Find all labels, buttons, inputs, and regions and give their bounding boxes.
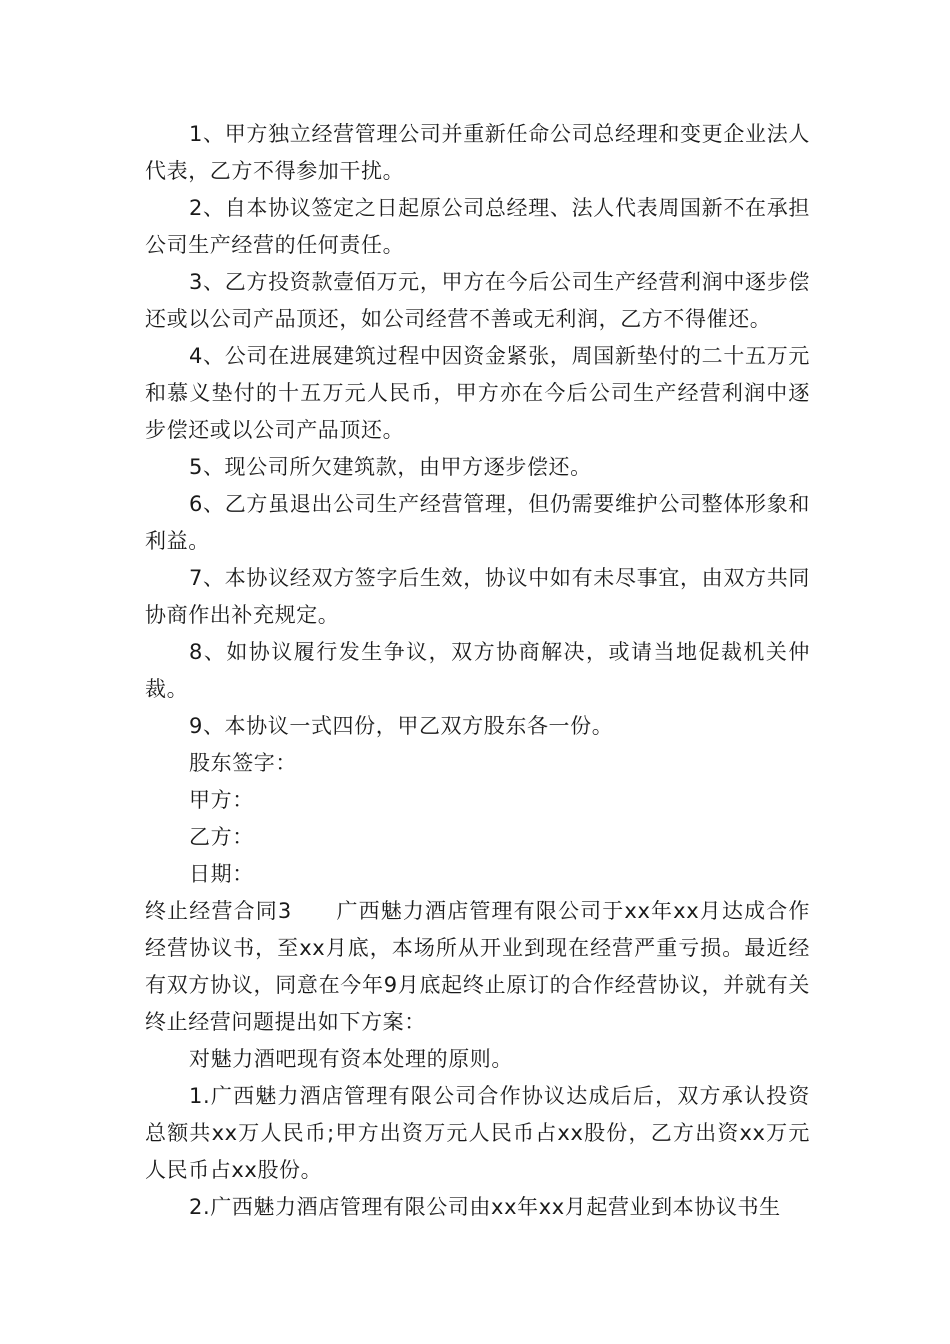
party-a-label: 甲方： — [189, 788, 254, 812]
clause-6: 6、乙方虽退出公司生产经营管理，但仍需要维护公司整体形象和利益。 — [145, 492, 810, 553]
clause-3: 3、乙方投资款壹佰万元，甲方在今后公司生产经营利润中逐步偿还或以公司产品顶还，如公司经营不善或无利润，乙方不得催还。 — [145, 270, 810, 331]
clause-7: 7、本协议经双方签字后生效，协议中如有未尽事宜，由双方共同协商作出补充规定。 — [145, 566, 810, 627]
clause-4: 4、公司在进展建筑过程中因资金紧张，周国新垫付的二十五万元和慕义垫付的十五万元人民币，甲方亦在今后公司生产经营利润中逐步偿还或以公司产品顶还。 — [145, 344, 810, 442]
clause-1: 1、甲方独立经营管理公司并重新任命公司总经理和变更企业法人代表，乙方不得参加干扰。 — [145, 122, 810, 183]
clause-2: 2、自本协议签定之日起原公司总经理、法人代表周国新不在承担公司生产经营的任何责任。 — [145, 196, 810, 257]
clause-5: 5、现公司所欠建筑款，由甲方逐步偿还。 — [189, 455, 592, 479]
shareholder-signature-label: 股东签字： — [189, 751, 297, 775]
clause-8: 8、如协议履行发生争议，双方协商解决，或请当地促裁机关仲裁。 — [145, 640, 810, 701]
section3-item-1: 1.广西魅力酒店管理有限公司合作协议达成后后，双方承认投资总额共xx万人民币;甲方出资万元人民币占xx股份，乙方出资xx万元人民币占xx股份。 — [145, 1084, 810, 1182]
section3-item-2: 2.广西魅力酒店管理有限公司由xx年xx月起营业到本协议书生 — [189, 1195, 781, 1219]
party-b-label: 乙方： — [189, 825, 254, 849]
clause-9: 9、本协议一式四份，甲乙双方股东各一份。 — [189, 714, 614, 738]
section3-title: 终止经营合同3 — [145, 899, 292, 923]
section3-principle: 对魅力酒吧现有资本处理的原则。 — [189, 1047, 513, 1071]
section3-intro-paragraph — [145, 893, 810, 1041]
date-label: 日期： — [189, 862, 254, 886]
document-body — [145, 116, 810, 1226]
section3-intro: 广西魅力酒店管理有限公司于xx年xx月达成合作经营协议书，至xx月底，本场所从开业到现在经营严重亏损。最近经有双方协议，同意在今年9月底起终止原订的合作经营协议，并就有关终止经营问题提出如下方案： — [145, 899, 811, 1034]
